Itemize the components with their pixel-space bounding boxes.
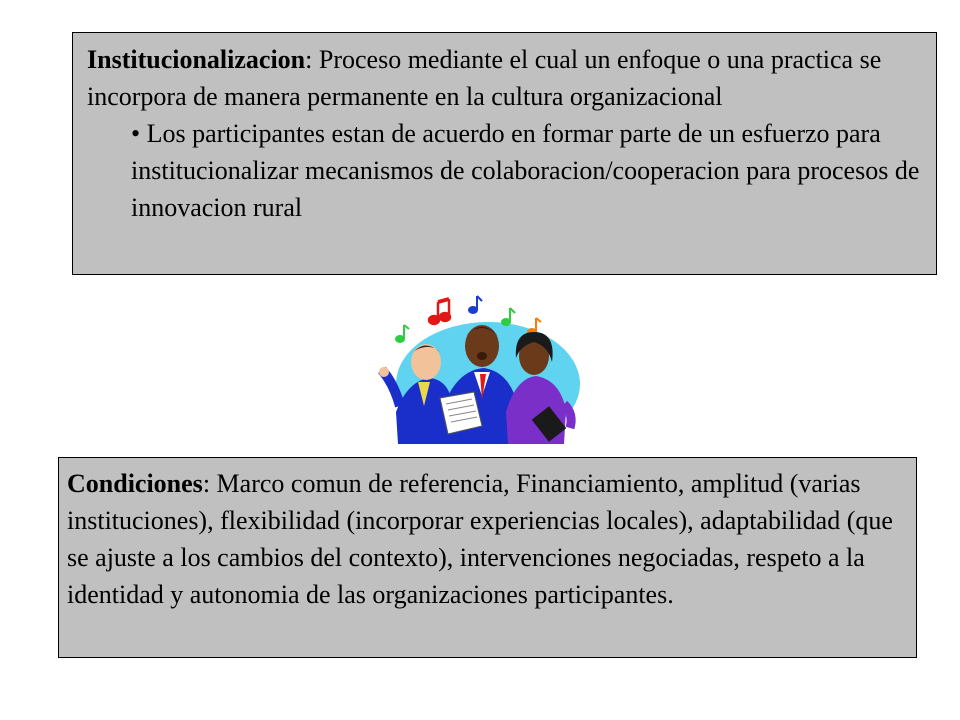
singing-people-clipart-icon [378, 292, 590, 444]
definition-bullet [131, 115, 922, 226]
definition-text: Proceso mediante el cual un enfoque o una practica se incorpora de manera permanente en la cultura organizacional [87, 45, 882, 111]
definition-separator: : [305, 45, 313, 74]
definition-paragraph [87, 41, 922, 115]
conditions-text: Marco comun de referencia, Financiamiento, amplitud (varias instituciones), flexibilidad (incorporar experiencias locales), adaptabilidad (que se ajuste a los cambios del contexto), intervenciones negociadas, respeto a la identidad y autonomia de las organizaciones participantes. [67, 469, 893, 609]
conditions-separator: : [202, 469, 211, 498]
conditions-term: Condiciones [67, 469, 203, 498]
definition-term: Institucionalizacion [87, 45, 306, 74]
sheet-music-icon [440, 392, 482, 434]
conditions-box [58, 457, 917, 658]
definition-box [72, 32, 937, 275]
bullet-text: Los participantes estan de acuerdo en formar parte de un esfuerzo para institucionalizar mecanismos de colaboracion/cooperacion para procesos de innovacion rural [131, 119, 920, 222]
conditions-paragraph [67, 465, 908, 613]
bullet-marker: • [131, 119, 141, 148]
